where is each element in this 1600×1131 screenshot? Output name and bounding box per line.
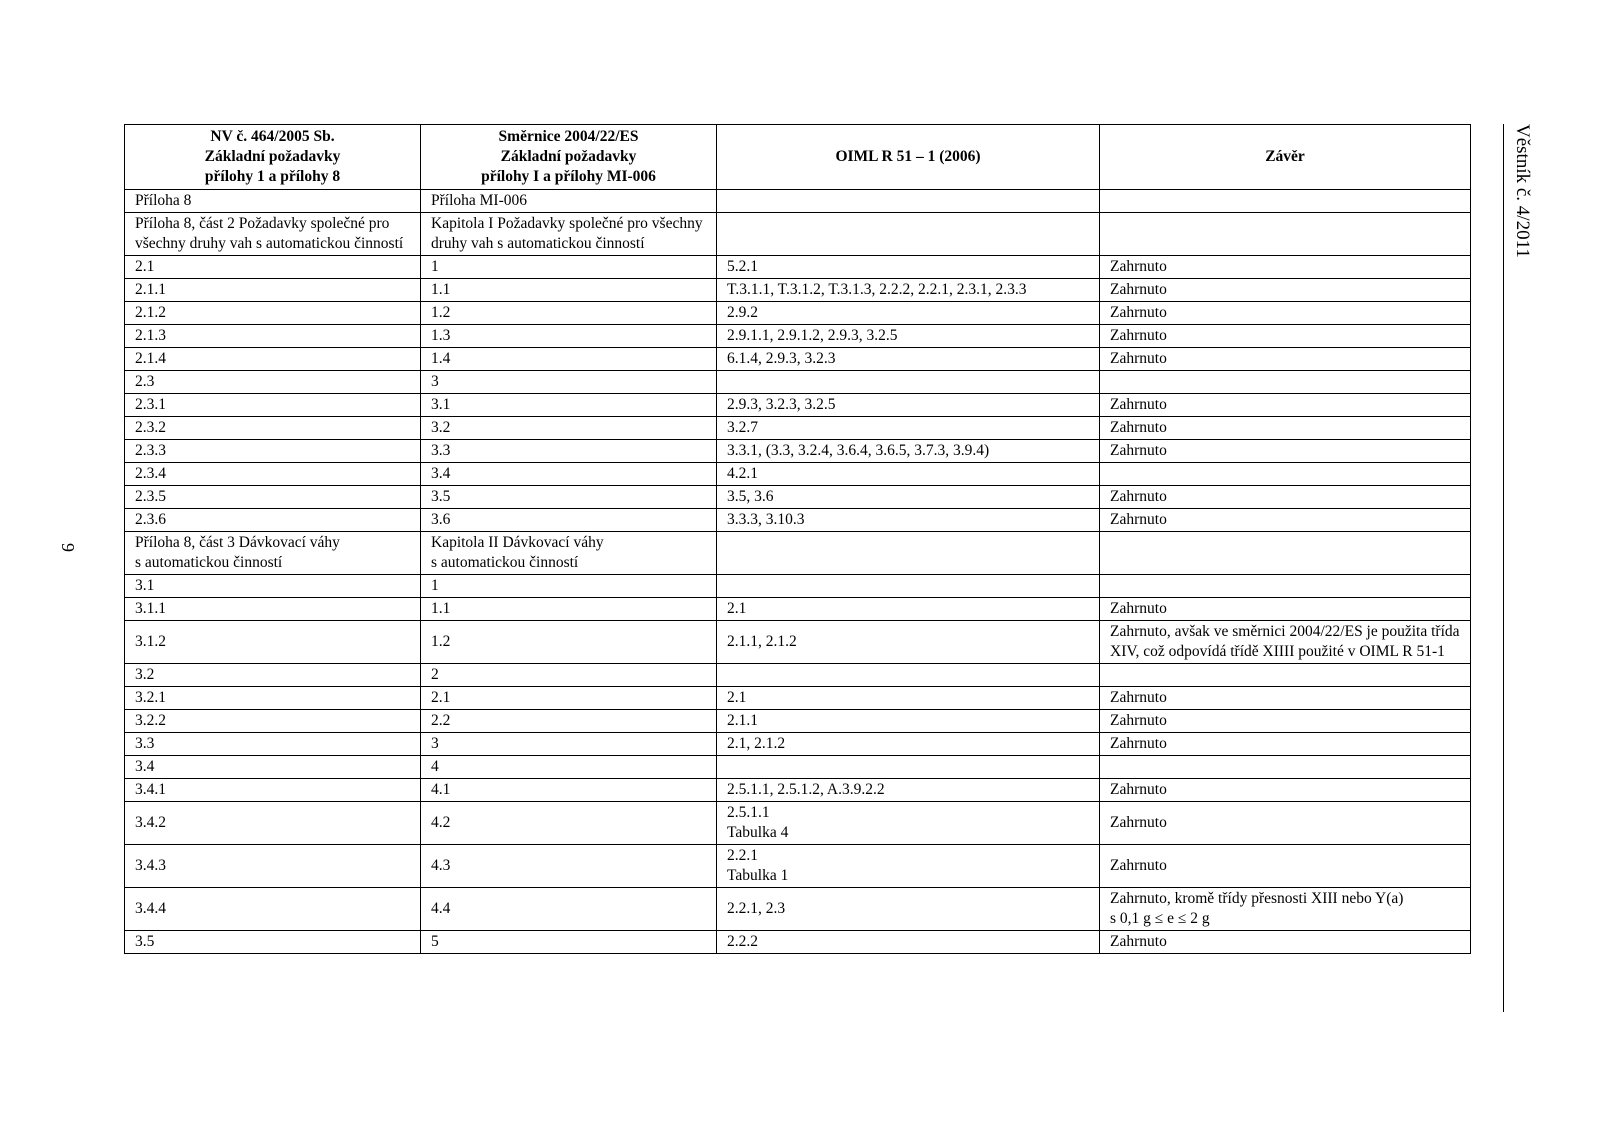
cell-directive: 3.2	[421, 417, 717, 440]
table-row	[125, 371, 1471, 394]
cell-conclusion: Zahrnuto	[1100, 394, 1471, 417]
cell-conclusion: Zahrnuto	[1100, 710, 1471, 733]
cell-oiml	[717, 664, 1100, 687]
table-row	[125, 279, 1471, 302]
table-row	[125, 532, 1471, 575]
table-row	[125, 417, 1471, 440]
cell-nv: 3.2.1	[125, 687, 421, 710]
cell-nv: 3.1.2	[125, 621, 421, 664]
cell-oiml: 2.5.1.1 Tabulka 4	[717, 802, 1100, 845]
cell-nv: 3.4.3	[125, 845, 421, 888]
cell-directive: 1	[421, 575, 717, 598]
header-rule	[1503, 124, 1504, 1012]
cell-oiml: 4.2.1	[717, 463, 1100, 486]
cell-directive: 3.1	[421, 394, 717, 417]
cell-conclusion: Zahrnuto	[1100, 348, 1471, 371]
cell-oiml	[717, 371, 1100, 394]
table-row	[125, 598, 1471, 621]
table-row	[125, 463, 1471, 486]
cell-directive: 3	[421, 733, 717, 756]
cell-nv: 3.2.2	[125, 710, 421, 733]
cell-nv: 3.4	[125, 756, 421, 779]
table-row	[125, 802, 1471, 845]
table-row	[125, 888, 1471, 931]
cell-oiml: 2.1.1, 2.1.2	[717, 621, 1100, 664]
header-conclusion: Závěr	[1100, 125, 1471, 190]
cell-directive: 4.3	[421, 845, 717, 888]
cell-conclusion: Zahrnuto	[1100, 417, 1471, 440]
table-row	[125, 931, 1471, 954]
cell-oiml: 2.9.3, 3.2.3, 3.2.5	[717, 394, 1100, 417]
cell-directive: 3.3	[421, 440, 717, 463]
cell-conclusion: Zahrnuto	[1100, 845, 1471, 888]
cell-conclusion: Zahrnuto	[1100, 598, 1471, 621]
cell-directive: 3.4	[421, 463, 717, 486]
cell-directive: 4.1	[421, 779, 717, 802]
cell-conclusion	[1100, 213, 1471, 256]
cell-conclusion	[1100, 756, 1471, 779]
table-row	[125, 394, 1471, 417]
table-row	[125, 733, 1471, 756]
cell-oiml: 2.1, 2.1.2	[717, 733, 1100, 756]
table-row	[125, 486, 1471, 509]
cell-directive: 1.1	[421, 279, 717, 302]
cell-oiml: 2.2.2	[717, 931, 1100, 954]
cell-conclusion: Zahrnuto	[1100, 325, 1471, 348]
table-row	[125, 845, 1471, 888]
cell-oiml: 2.2.1, 2.3	[717, 888, 1100, 931]
cell-directive: 2.2	[421, 710, 717, 733]
cell-nv: 2.1	[125, 256, 421, 279]
cell-oiml	[717, 213, 1100, 256]
page-number: 9	[58, 543, 78, 552]
cell-directive: 5	[421, 931, 717, 954]
cell-conclusion: Zahrnuto	[1100, 802, 1471, 845]
cell-oiml	[717, 532, 1100, 575]
cell-conclusion: Zahrnuto	[1100, 733, 1471, 756]
cell-oiml: 2.5.1.1, 2.5.1.2, A.3.9.2.2	[717, 779, 1100, 802]
cell-directive: 2.1	[421, 687, 717, 710]
cell-directive: 2	[421, 664, 717, 687]
table-header-row	[125, 125, 1471, 190]
cell-conclusion	[1100, 463, 1471, 486]
table-row	[125, 213, 1471, 256]
table-row	[125, 756, 1471, 779]
cell-conclusion: Zahrnuto	[1100, 279, 1471, 302]
cell-oiml: 2.9.1.1, 2.9.1.2, 2.9.3, 3.2.5	[717, 325, 1100, 348]
cell-oiml: 2.9.2	[717, 302, 1100, 325]
table-row	[125, 440, 1471, 463]
cell-conclusion: Zahrnuto	[1100, 931, 1471, 954]
cell-conclusion: Zahrnuto	[1100, 256, 1471, 279]
header-oiml: OIML R 51 – 1 (2006)	[717, 125, 1100, 190]
cell-directive: 1.2	[421, 302, 717, 325]
cell-oiml: 2.1	[717, 598, 1100, 621]
cell-oiml: 3.5, 3.6	[717, 486, 1100, 509]
cell-directive: 3.6	[421, 509, 717, 532]
cell-nv: Příloha 8	[125, 190, 421, 213]
cell-directive: 4.4	[421, 888, 717, 931]
table-row	[125, 621, 1471, 664]
journal-header: Věstník č. 4/2011	[1512, 124, 1533, 258]
table-body	[125, 190, 1471, 954]
table-row	[125, 325, 1471, 348]
cell-nv: 2.3.4	[125, 463, 421, 486]
requirements-table	[124, 124, 1471, 954]
cell-oiml	[717, 756, 1100, 779]
cell-nv: 3.5	[125, 931, 421, 954]
cell-nv: 2.1.2	[125, 302, 421, 325]
cell-nv: 2.3.6	[125, 509, 421, 532]
cell-nv: 2.3.2	[125, 417, 421, 440]
cell-oiml: 3.3.1, (3.3, 3.2.4, 3.6.4, 3.6.5, 3.7.3, 3.9.4)	[717, 440, 1100, 463]
cell-nv: Příloha 8, část 2 Požadavky společné pro všechny druhy vah s automatickou činností	[125, 213, 421, 256]
cell-nv: 2.1.4	[125, 348, 421, 371]
cell-nv: 3.4.1	[125, 779, 421, 802]
table-row	[125, 710, 1471, 733]
cell-conclusion: Zahrnuto, kromě třídy přesnosti XIII nebo Y(a) s 0,1 g ≤ e ≤ 2 g	[1100, 888, 1471, 931]
cell-oiml: 5.2.1	[717, 256, 1100, 279]
cell-directive: 1.4	[421, 348, 717, 371]
cell-nv: 3.1.1	[125, 598, 421, 621]
table-row	[125, 256, 1471, 279]
table-row	[125, 190, 1471, 213]
cell-directive: 4	[421, 756, 717, 779]
cell-conclusion: Zahrnuto	[1100, 440, 1471, 463]
table-row	[125, 348, 1471, 371]
cell-directive: Kapitola I Požadavky společné pro všechny druhy vah s automatickou činností	[421, 213, 717, 256]
cell-nv: 3.1	[125, 575, 421, 598]
cell-oiml: 2.1.1	[717, 710, 1100, 733]
cell-oiml: 3.3.3, 3.10.3	[717, 509, 1100, 532]
cell-nv: 3.3	[125, 733, 421, 756]
cell-nv: 2.3.5	[125, 486, 421, 509]
cell-directive: 4.2	[421, 802, 717, 845]
cell-conclusion: Zahrnuto	[1100, 302, 1471, 325]
cell-nv: 2.1.3	[125, 325, 421, 348]
cell-directive: 1.1	[421, 598, 717, 621]
table-row	[125, 664, 1471, 687]
cell-conclusion: Zahrnuto	[1100, 509, 1471, 532]
cell-directive: Příloha MI-006	[421, 190, 717, 213]
table-row	[125, 687, 1471, 710]
cell-oiml	[717, 190, 1100, 213]
table-row	[125, 779, 1471, 802]
cell-oiml: 3.2.7	[717, 417, 1100, 440]
cell-nv: 2.3	[125, 371, 421, 394]
cell-oiml: 2.2.1 Tabulka 1	[717, 845, 1100, 888]
cell-directive: 1.3	[421, 325, 717, 348]
cell-conclusion: Zahrnuto, avšak ve směrnici 2004/22/ES je použita třída XIV, což odpovídá třídě XIIII použité v OIML R 51-1	[1100, 621, 1471, 664]
cell-conclusion: Zahrnuto	[1100, 687, 1471, 710]
table-row	[125, 302, 1471, 325]
table-row	[125, 575, 1471, 598]
cell-directive: 3.5	[421, 486, 717, 509]
cell-conclusion: Zahrnuto	[1100, 779, 1471, 802]
cell-directive: 1.2	[421, 621, 717, 664]
cell-nv: 2.3.1	[125, 394, 421, 417]
cell-conclusion	[1100, 190, 1471, 213]
cell-nv: 2.3.3	[125, 440, 421, 463]
cell-nv: 2.1.1	[125, 279, 421, 302]
header-nv: NV č. 464/2005 Sb. Základní požadavky přílohy 1 a přílohy 8	[125, 125, 421, 190]
cell-nv: 3.4.2	[125, 802, 421, 845]
cell-nv: 3.4.4	[125, 888, 421, 931]
cell-oiml	[717, 575, 1100, 598]
cell-nv: Příloha 8, část 3 Dávkovací váhy s automatickou činností	[125, 532, 421, 575]
cell-oiml: T.3.1.1, T.3.1.2, T.3.1.3, 2.2.2, 2.2.1, 2.3.1, 2.3.3	[717, 279, 1100, 302]
cell-oiml: 6.1.4, 2.9.3, 3.2.3	[717, 348, 1100, 371]
table-row	[125, 509, 1471, 532]
cell-nv: 3.2	[125, 664, 421, 687]
cell-conclusion	[1100, 575, 1471, 598]
cell-conclusion	[1100, 532, 1471, 575]
cell-conclusion: Zahrnuto	[1100, 486, 1471, 509]
cell-oiml: 2.1	[717, 687, 1100, 710]
header-directive: Směrnice 2004/22/ES Základní požadavky přílohy I a přílohy MI-006	[421, 125, 717, 190]
cell-directive: 3	[421, 371, 717, 394]
cell-directive: Kapitola II Dávkovací váhy s automatickou činností	[421, 532, 717, 575]
cell-directive: 1	[421, 256, 717, 279]
cell-conclusion	[1100, 664, 1471, 687]
cell-conclusion	[1100, 371, 1471, 394]
